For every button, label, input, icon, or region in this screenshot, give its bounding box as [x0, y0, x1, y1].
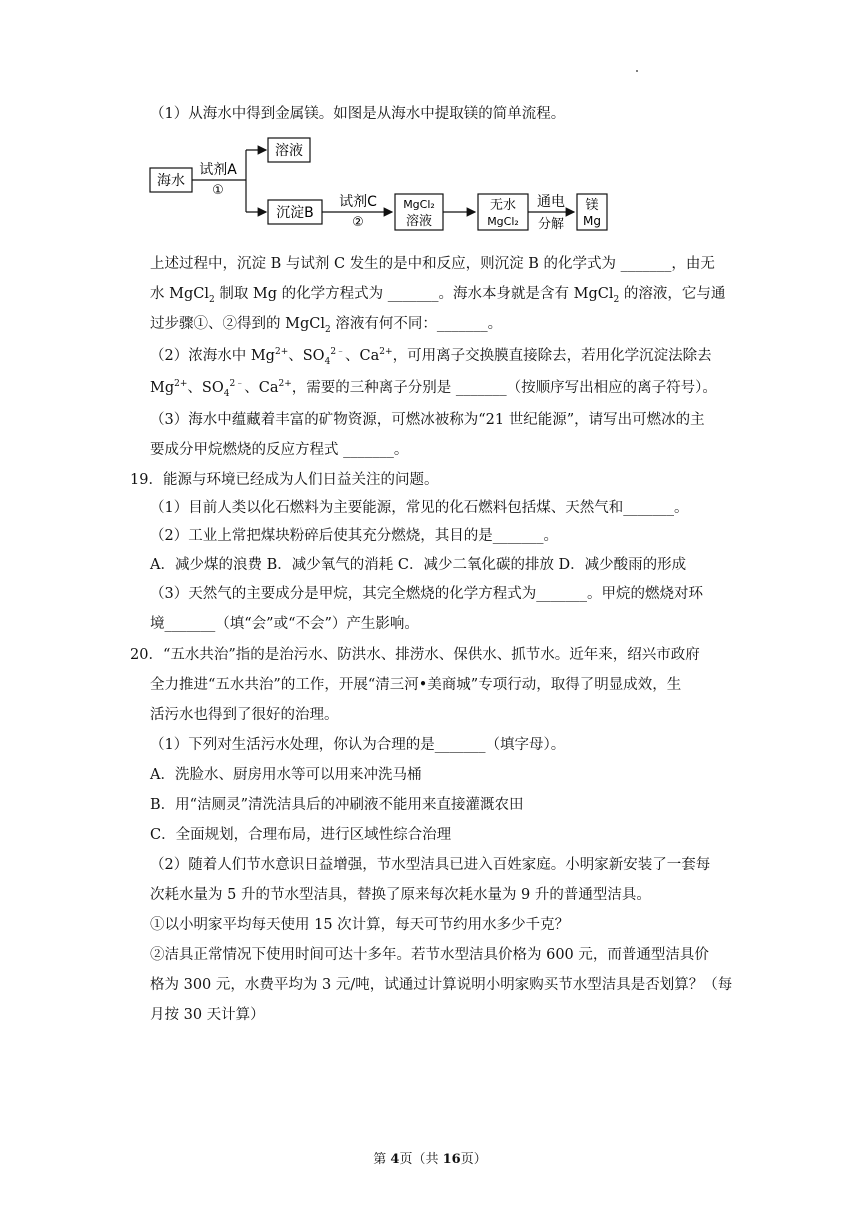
seawater-label: 海水	[157, 173, 185, 189]
anhydrous-top: 无水	[489, 198, 517, 213]
q20-sub2-line2: 格为 300 元，水费平均为 3 元/吨，试通过计算说明小明家购买节水型洁具是否划算？（每	[150, 977, 733, 993]
step1-label: ①	[212, 183, 224, 198]
anhydrous-bottom: MgCl₂	[487, 215, 519, 228]
q19-part3-line1: （3）天然气的主要成分是甲烷，其完全燃烧的化学方程式为_______。甲烷的燃烧对环	[150, 586, 703, 602]
decompose-label: 分解	[537, 217, 565, 232]
q20-part1: （1）下列对生活污水处理，你认为合理的是_______（填字母）。	[150, 737, 566, 753]
q19-title: 19．能源与环境已经成为人们日益关注的问题。	[130, 472, 439, 488]
reagent-c-label: 试剂C	[339, 194, 377, 210]
q20-part2-line1: （2）随着人们节水意识日益增强，节水型洁具已进入百姓家庭。小明家新安装了一套每	[150, 857, 711, 873]
q18-part3-line1: （3）海水中蕴藏着丰富的矿物资源，可燃冰被称为“21 世纪能源”，请写出可燃冰的主	[150, 412, 705, 428]
reagent-a-label: 试剂A	[199, 162, 237, 178]
magnesium-bottom: Mg	[583, 214, 601, 228]
solution-label: 溶液	[275, 143, 303, 159]
q18-part2-line1: （2）浓海水中 $Mg^{2+}$、$SO_4^{2﹣}$、$Ca^{2+}$，可用离子交换膜直接除去，若用化学沉淀法除去	[150, 347, 712, 367]
q18-line3: 过步骤①、②得到的 MgCl$_2$ 溶液有何不同：_______。	[150, 316, 503, 335]
mgcl2-solution-top: MgCl₂	[403, 198, 435, 211]
mgcl2-solution-bottom: 溶液	[405, 214, 433, 229]
q20-option-b: B．用“洁厕灵”清洗洁具后的冲刷液不能用来直接灌溉农田	[150, 797, 524, 813]
q20-sub2-line3: 月按 30 天计算）	[150, 1007, 265, 1023]
q18-line1: 上述过程中，沉淀 B 与试剂 C 发生的是中和反应，则沉淀 B 的化学式为 _______，由无	[150, 256, 715, 272]
q18-line2: 水 MgCl$_2$ 制取 Mg 的化学方程式为 _______。海水本身就是含有 MgCl$_2$ 的溶液，它与通	[150, 286, 726, 305]
q19-part2: （2）工业上常把煤块粉碎后使其充分燃烧，其目的是_______。	[150, 528, 558, 544]
q19-part1: （1）目前人类以化石燃料为主要能源，常见的化石燃料包括煤、天然气和_______。	[150, 500, 689, 516]
q20-line3: 活污水也得到了很好的治理。	[150, 707, 339, 723]
page-footer: 第 4页（共 16页）	[373, 1152, 487, 1167]
q20-part2-line2: 次耗水量为 5 升的节水型洁具，替换了原来每次耗水量为 9 升的普通型洁具。	[150, 887, 651, 903]
q20-option-c: C．全面规划，合理布局，进行区域性综合治理	[150, 827, 452, 843]
q20-option-a: A．洗脸水、厨房用水等可以用来冲洗马桶	[150, 767, 422, 783]
corner-dot	[636, 70, 638, 72]
precipitate-b-label: 沉淀B	[276, 205, 314, 221]
q20-sub1: ①以小明家平均每天使用 15 次计算，每天可节约用水多少千克？	[150, 917, 570, 933]
q18-part1-intro: （1）从海水中得到金属镁。如图是从海水中提取镁的简单流程。	[150, 106, 566, 122]
electrify-label: 通电	[537, 194, 565, 210]
q20-line2: 全力推进“五水共治”的工作，开展“清三河•美商城”专项行动，取得了明显成效，生	[150, 677, 682, 693]
q19-options: A．减少煤的浪费 B．减少氧气的消耗 C．减少二氧化碳的排放 D．减少酸雨的形成	[150, 557, 687, 573]
magnesium-flow-diagram	[148, 134, 618, 246]
q20-sub2-line1: ②洁具正常情况下使用时间可达十多年。若节水型洁具价格为 600 元，而普通型洁具价	[150, 947, 709, 963]
step2-label: ②	[352, 215, 364, 230]
q18-part3-line2: 要成分甲烷燃烧的反应方程式 _______。	[150, 442, 409, 458]
magnesium-top: 镁	[585, 198, 599, 213]
q18-part2-line2: $Mg^{2+}$、$SO_4^{2﹣}$、$Ca^{2+}$，需要的三种离子分别是 _______（按顺序写出相应的离子符号）。	[150, 379, 717, 399]
q19-part3-line2: 境_______（填“会”或“不会”）产生影响。	[150, 616, 419, 632]
q20-line1: 20．“五水共治”指的是治污水、防洪水、排涝水、保供水、抓节水。近年来，绍兴市政府	[130, 647, 700, 663]
